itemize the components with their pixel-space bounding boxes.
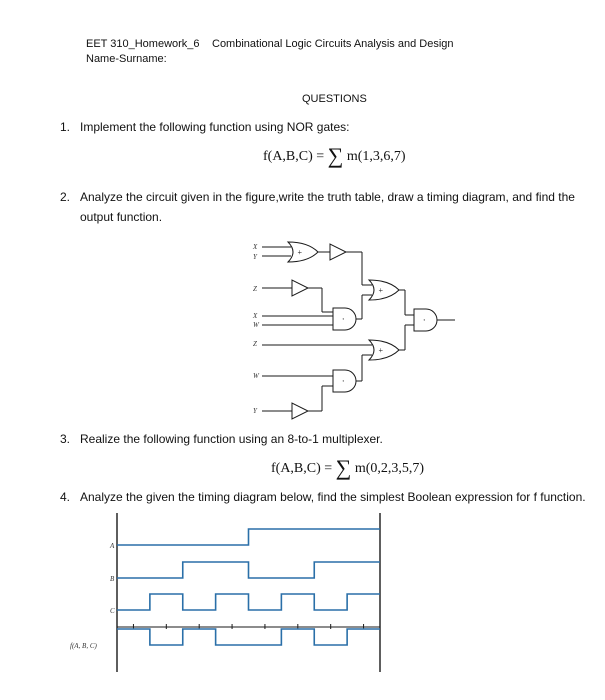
q4-text: Analyze the given the timing diagram below, find the simplest Boolean expression for f function. bbox=[80, 490, 586, 504]
q1-sigma: ∑ bbox=[327, 143, 344, 168]
q1-formula-lhs: f(A,B,C) = bbox=[263, 149, 325, 164]
q1-formula-rhs: m(1,3,6,7) bbox=[346, 149, 406, 164]
wave-c bbox=[117, 594, 380, 610]
questions-title: QUESTIONS bbox=[302, 93, 367, 105]
timing-label-c: C bbox=[110, 607, 115, 615]
q2-number: 2. bbox=[60, 190, 71, 204]
input-label-z2: Z bbox=[253, 340, 257, 348]
q3-text: Realize the following function using an 8-to-1 multiplexer. bbox=[80, 432, 383, 446]
input-label-y2: Y bbox=[253, 407, 257, 415]
q3-sigma: ∑ bbox=[335, 455, 352, 480]
input-label-y1: Y bbox=[253, 253, 257, 261]
timing-label-f: f(A, B, C) bbox=[70, 642, 97, 650]
timing-label-b: B bbox=[110, 575, 115, 583]
input-label-z1: Z bbox=[253, 285, 257, 293]
and-gate-1-symbol: · bbox=[342, 314, 345, 324]
input-label-x2: X bbox=[253, 312, 258, 320]
wave-a bbox=[117, 529, 380, 545]
course-topic: Combinational Logic Circuits Analysis and Design bbox=[212, 38, 454, 50]
q1-number: 1. bbox=[60, 120, 71, 134]
q2-text-line2: output function. bbox=[80, 210, 163, 224]
q4-number: 4. bbox=[60, 490, 71, 504]
input-label-w1: W bbox=[253, 321, 259, 329]
q1-text: Implement the following function using NOR gates: bbox=[80, 120, 350, 134]
or-gate-2-symbol: + bbox=[378, 286, 384, 295]
q3-formula-rhs: m(0,2,3,5,7) bbox=[354, 461, 425, 476]
name-surname-line: Name-Surname: bbox=[86, 53, 167, 65]
course-code: EET 310_Homework_6 bbox=[86, 38, 200, 50]
and-gate-3-symbol: · bbox=[423, 315, 426, 325]
wave-f bbox=[117, 629, 380, 645]
or-gate-1-symbol: + bbox=[297, 248, 303, 257]
or-gate-3-symbol: + bbox=[378, 346, 384, 355]
wave-b bbox=[117, 562, 380, 578]
q3-formula-lhs: f(A,B,C) = bbox=[271, 461, 333, 476]
and-gate-2-symbol: · bbox=[342, 376, 345, 386]
input-label-w2: W bbox=[253, 372, 259, 380]
input-label-x1: X bbox=[253, 243, 258, 251]
q3-number: 3. bbox=[60, 432, 71, 446]
q2-text-line1: Analyze the circuit given in the figure,write the truth table, draw a timing diagram, and find the bbox=[80, 190, 575, 204]
timing-label-a: A bbox=[110, 542, 115, 550]
